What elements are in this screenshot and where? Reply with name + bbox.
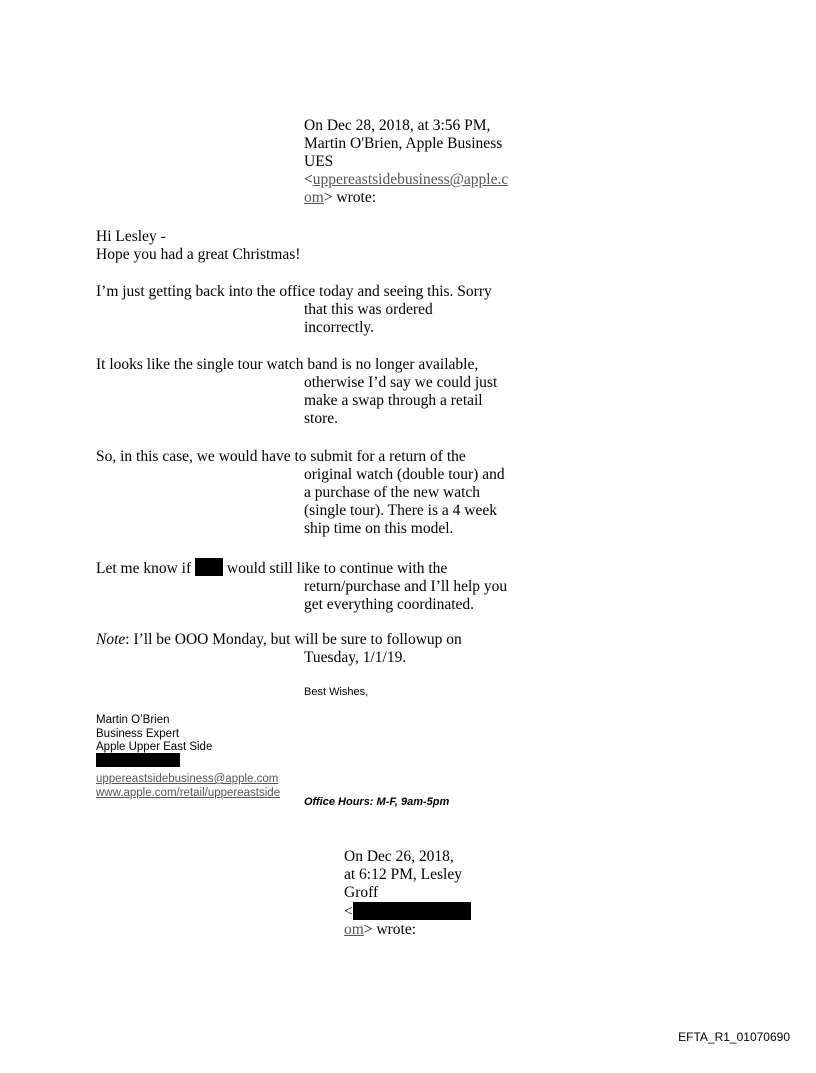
signature-url <box>96 787 280 801</box>
header1-email-line2 <box>304 189 508 207</box>
signature-email-link[interactable]: uppereastsidebusiness@apple.com <box>96 773 279 785</box>
header2-line1: On Dec 26, 2018, <box>344 848 454 865</box>
paragraph-4 <box>96 558 507 614</box>
redaction-box <box>96 753 180 767</box>
p2-line4: store. <box>304 410 339 427</box>
redaction-box <box>195 558 223 576</box>
office-hours: Office Hours: M-F, 9am-5pm <box>304 796 450 808</box>
paragraph-3 <box>96 448 505 538</box>
p3-line3: a purchase of the new watch <box>304 484 481 501</box>
signature-title: Business Expert <box>96 727 180 740</box>
header1-wrote: > wrote: <box>323 189 377 206</box>
header2-email-line <box>344 902 471 921</box>
note-label: Note <box>96 631 126 648</box>
message-body <box>96 228 300 264</box>
closing: Best Wishes, <box>304 686 369 698</box>
redaction-box <box>353 902 471 920</box>
reply-header-1 <box>304 117 508 207</box>
note-text: : I’ll be OOO Monday, but will be sure to followup on <box>125 631 462 648</box>
p3-line1: So, in this case, we would have to submit for a return of the <box>96 448 466 465</box>
note-line1 <box>96 631 462 649</box>
header2-wrote: > wrote: <box>363 921 417 938</box>
signature-name: Martin O’Brien <box>96 714 170 726</box>
p2-line3: make a swap through a retail <box>304 392 483 409</box>
p2-line2: otherwise I’d say we could just <box>304 374 498 391</box>
p4-line2: return/purchase and I’ll help you <box>304 578 508 595</box>
p4-line1-start: Let me know if <box>96 560 192 577</box>
p1-line2: that this was ordered <box>304 301 433 318</box>
header2-open-bracket: < <box>344 903 353 920</box>
p3-line5: ship time on this model. <box>304 520 454 537</box>
document-id: EFTA_R1_01070690 <box>678 1030 790 1044</box>
reply-header-2 <box>344 848 471 939</box>
header1-line3: UES <box>304 153 334 170</box>
paragraph-2 <box>96 356 497 428</box>
header2-email-line2 <box>344 921 471 939</box>
p1-line3: incorrectly. <box>304 319 374 336</box>
note-line2: Tuesday, 1/1/19. <box>304 649 407 666</box>
p4-line1 <box>96 558 507 578</box>
header2-line3: Groff <box>344 884 379 901</box>
p2-line1: It looks like the single tour watch band is no longer available, <box>96 356 479 373</box>
p1-line1: I’m just getting back into the office today and seeing this. Sorry <box>96 283 492 300</box>
p3-line4: (single tour). There is a 4 week <box>304 502 497 519</box>
header1-email-line <box>304 171 508 189</box>
p4-line3: get everything coordinated. <box>304 596 475 613</box>
header1-line2: Martin O'Brien, Apple Business <box>304 135 503 152</box>
header2-line2: at 6:12 PM, Lesley <box>344 866 462 883</box>
header1-email-link-end[interactable]: om <box>304 189 324 206</box>
header1-line1: On Dec 28, 2018, at 3:56 PM, <box>304 117 491 134</box>
greeting-2: Hope you had a great Christmas! <box>96 246 301 263</box>
paragraph-1 <box>96 283 492 337</box>
p3-line2: original watch (double tour) and <box>304 466 505 483</box>
signature-email <box>96 773 280 787</box>
header2-email-link-end[interactable]: om <box>344 921 364 938</box>
header1-open-bracket: < <box>304 171 313 188</box>
p4-line1-end: would still like to continue with the <box>226 560 448 577</box>
header1-email-link[interactable]: uppereastsidebusiness@apple.c <box>312 171 509 188</box>
greeting: Hi Lesley - <box>96 228 166 245</box>
note-paragraph <box>96 631 462 667</box>
signature-block <box>96 714 280 800</box>
signature-url-link[interactable]: www.apple.com/retail/uppereastside <box>96 786 281 799</box>
signature-redaction-row <box>96 755 280 772</box>
signature-store: Apple Upper East Side <box>96 741 213 753</box>
